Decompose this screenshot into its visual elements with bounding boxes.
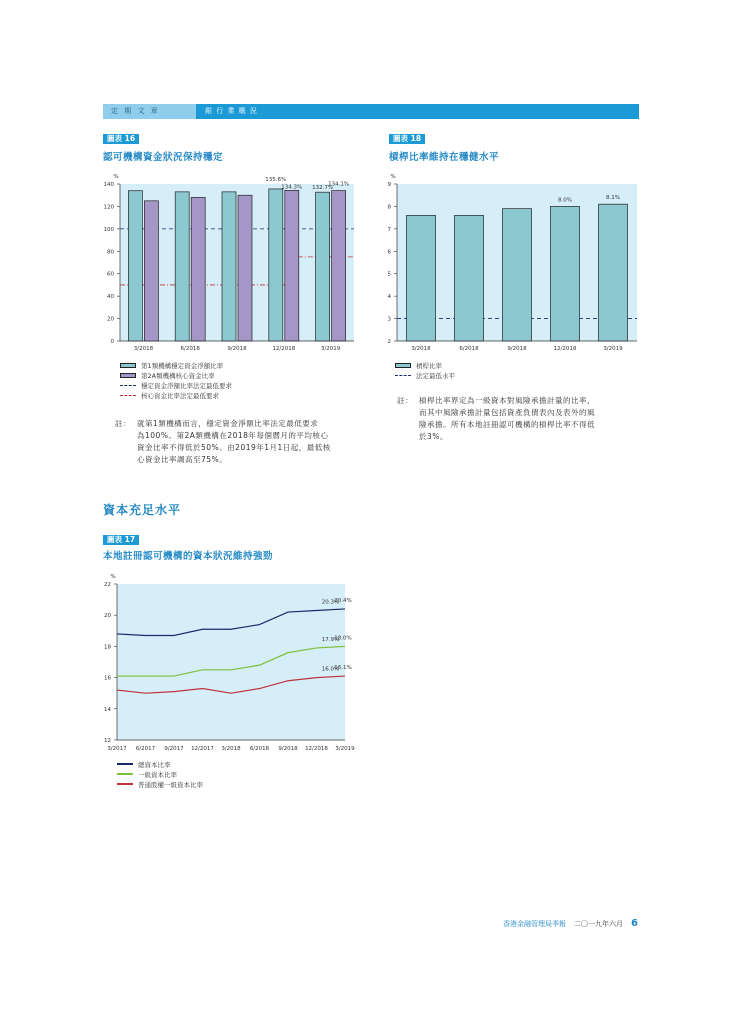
data-label: 134.3% [281, 184, 303, 191]
legend-swatch-teal [120, 363, 136, 368]
data-label: 132.7% [312, 185, 334, 192]
note-line: 而其中風險承擔計量包括資產負債表內及表外的風 [419, 408, 595, 417]
note-line: 資金比率不得低於50%。由2019年1月1日起，最低核 [137, 443, 331, 452]
legend-item [117, 779, 203, 789]
chart16-legend [120, 360, 232, 400]
y-tick-label: 20 [104, 613, 111, 620]
legend-item [395, 360, 455, 370]
chart16-note [115, 418, 360, 468]
legend-item [117, 769, 203, 779]
y-tick-label: 6 [387, 249, 391, 256]
x-tick-label: 12/2018 [305, 746, 328, 752]
legend-label: 核心資金比率法定最低要求 [141, 391, 219, 400]
y-unit-label: % [390, 174, 396, 180]
note-line: 心資金比率調高至75%。 [137, 455, 228, 464]
bar-cfr [332, 191, 346, 341]
chart16-plot [100, 166, 362, 356]
note-line: 槓桿比率界定為一級資本對風險承擔計量的比率， [419, 396, 595, 405]
x-tick-label: 6/2018 [249, 746, 270, 752]
data-label: 16.1% [334, 665, 352, 672]
legend-line-dashed [395, 375, 411, 376]
bar-leverage [599, 204, 628, 341]
bar-leverage [551, 206, 580, 341]
legend-line-dashdot [120, 395, 136, 396]
chart16-title: 認可機構資金狀況保持穩定 [103, 152, 224, 163]
x-tick-label: 9/2018 [227, 346, 247, 352]
bar-leverage [455, 215, 484, 341]
x-tick-label: 3/2019 [320, 346, 341, 352]
chart18-badge: 圖表 18 [389, 134, 425, 144]
bar-nsfr [128, 191, 142, 341]
y-tick-label: 60 [107, 271, 114, 278]
y-tick-label: 3 [387, 316, 391, 323]
x-tick-label: 9/2018 [507, 346, 527, 352]
x-tick-label: 6/2018 [459, 346, 479, 352]
chart17-legend [117, 759, 203, 789]
legend-line-navy [117, 763, 133, 765]
x-tick-label: 6/2017 [135, 746, 156, 752]
bar-nsfr [175, 192, 189, 341]
x-tick-label: 9/2018 [278, 746, 298, 752]
legend-label: 一級資本比率 [138, 770, 177, 779]
y-tick-label: 140 [103, 182, 114, 188]
data-label: 20.3% [321, 599, 340, 606]
x-tick-label: 3/2018 [411, 346, 431, 352]
note-line: 就第1類機構而言，穩定資金淨額比率法定最低要求 [137, 419, 319, 428]
y-tick-label: 80 [107, 249, 114, 256]
x-tick-label: 3/2018 [221, 746, 241, 752]
y-tick-label: 16 [104, 675, 111, 682]
legend-line-red [117, 783, 133, 785]
data-label: 135.6% [265, 176, 287, 183]
x-tick-label: 3/2018 [133, 346, 154, 352]
legend-line-dashed [120, 385, 136, 386]
legend-label: 法定最低水平 [416, 371, 455, 380]
chart17-plot [100, 566, 362, 756]
bar-cfr [285, 190, 299, 341]
x-tick-label: 6/2018 [180, 346, 200, 352]
data-label: 8.0% [558, 197, 572, 204]
chart18-legend [395, 360, 455, 380]
note-label: 註： [115, 419, 131, 428]
x-tick-label: 12/2017 [191, 746, 214, 752]
y-tick-label: 14 [104, 706, 111, 713]
legend-swatch-purple [120, 373, 136, 378]
y-tick-label: 12 [104, 738, 111, 744]
y-tick-label: 5 [387, 271, 391, 278]
y-tick-label: 0 [110, 339, 114, 345]
header-bar [103, 104, 639, 119]
bar-nsfr [222, 192, 236, 341]
chart17-title: 本地註冊認可機構的資本狀況維持強勁 [103, 551, 274, 562]
footer-date: 二〇一九年六月 [574, 920, 624, 928]
bar-leverage [503, 209, 532, 341]
legend-item [395, 370, 455, 380]
legend-label: 總資本比率 [138, 760, 171, 769]
legend-item [120, 380, 232, 390]
y-tick-label: 100 [103, 226, 114, 233]
data-label: 18.0% [334, 635, 352, 642]
data-label: 17.9% [321, 636, 340, 643]
legend-label: 第1類機構穩定資金淨額比率 [141, 361, 224, 370]
chart16-badge: 圖表 16 [103, 134, 139, 144]
section-title: 資本充足水平 [103, 503, 182, 517]
legend-label: 槓桿比率 [416, 361, 442, 370]
x-tick-label: 3/2017 [107, 746, 127, 752]
x-tick-label: 12/2018 [272, 346, 296, 352]
y-tick-label: 22 [104, 582, 111, 588]
legend-item [117, 759, 203, 769]
footer [503, 918, 638, 929]
note-label: 註： [397, 396, 413, 405]
legend-label: 第2A類機構核心資金比率 [141, 371, 215, 380]
footer-publication: 香港金融管理局季報 [503, 920, 567, 928]
y-unit-label: % [110, 574, 116, 580]
bar-nsfr [269, 189, 283, 341]
chart18-title: 槓桿比率維持在穩健水平 [389, 152, 500, 163]
bar-nsfr [316, 192, 330, 341]
y-tick-label: 7 [387, 226, 391, 233]
note-line: 於3%。 [419, 432, 448, 441]
y-tick-label: 8 [387, 204, 391, 211]
y-tick-label: 120 [103, 204, 114, 211]
y-tick-label: 18 [104, 644, 111, 651]
y-tick-label: 2 [387, 339, 391, 345]
data-label: 134.1% [328, 181, 350, 188]
header-section-label: 定 期 文 章 [103, 104, 196, 119]
y-tick-label: 40 [107, 294, 114, 301]
x-tick-label: 3/2019 [335, 746, 355, 752]
legend-label: 普通股權一級資本比率 [138, 780, 203, 789]
y-unit-label: % [113, 174, 119, 180]
plot-area [117, 584, 345, 740]
bar-cfr [191, 197, 205, 341]
legend-item [120, 360, 232, 370]
y-tick-label: 9 [387, 182, 391, 188]
legend-line-green [117, 773, 133, 775]
page-number: 6 [631, 918, 638, 929]
legend-swatch-teal [395, 363, 411, 368]
bar-leverage [407, 215, 436, 341]
bar-cfr [238, 195, 252, 341]
legend-item [120, 390, 232, 400]
header-article-label: 銀 行 業 概 況 [205, 107, 258, 115]
note-line: 為100%。第2A類機構在2018年每個曆月的平均核心 [137, 431, 329, 440]
chart18-note [397, 395, 642, 445]
data-label: 8.1% [606, 195, 620, 202]
data-label: 16.0% [321, 666, 340, 673]
legend-item [120, 370, 232, 380]
y-tick-label: 4 [387, 294, 391, 301]
chart18-plot [385, 166, 643, 356]
x-tick-label: 12/2018 [553, 346, 577, 352]
x-tick-label: 3/2019 [603, 346, 623, 352]
x-tick-label: 9/2017 [164, 746, 184, 752]
note-line: 險承擔。所有本地註冊認可機構的槓桿比率不得低 [419, 420, 595, 429]
data-label: 20.4% [334, 597, 352, 604]
chart17-badge: 圖表 17 [103, 535, 139, 545]
legend-label: 穩定資金淨額比率法定最低要求 [141, 381, 232, 390]
y-tick-label: 20 [107, 316, 114, 323]
bar-cfr [144, 201, 158, 341]
